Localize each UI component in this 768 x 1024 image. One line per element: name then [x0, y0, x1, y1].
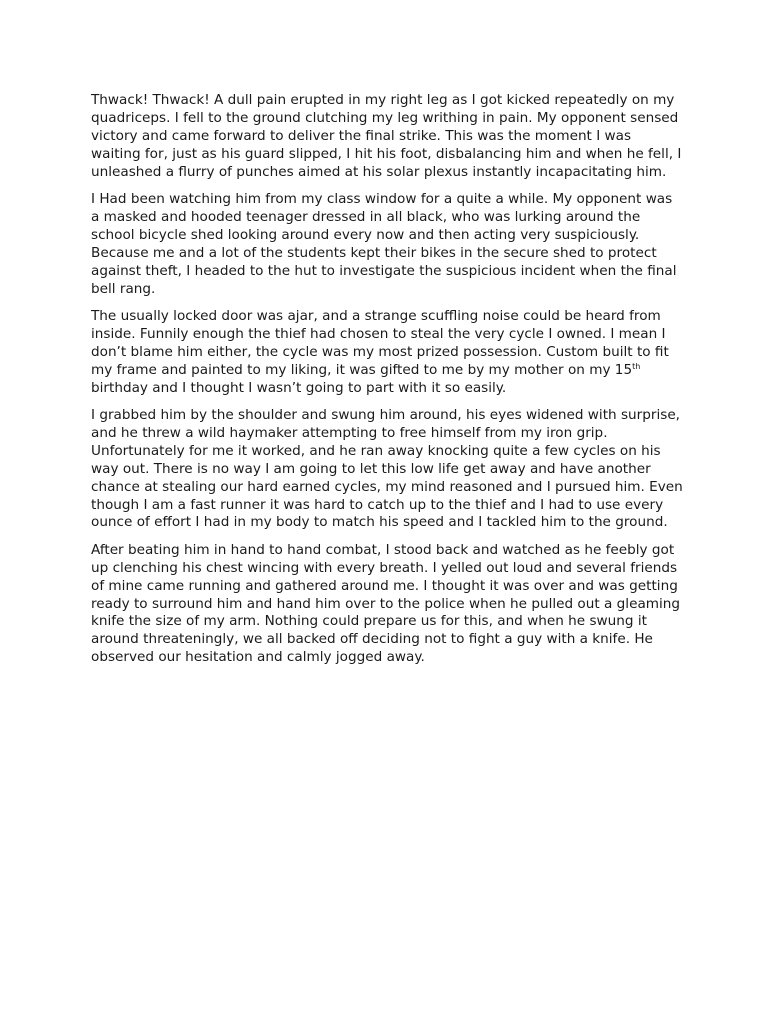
document-page: [91, 92, 683, 677]
paragraph-3-text-end: birthday and I thought I wasn’t going to part with it so easily.: [91, 379, 507, 396]
paragraph-2: I Had been watching him from my class window for a quite a while. My opponent was a masked and hooded teenager dressed in all black, who was lurking around the school bicycle shed looking around every now and then acting very suspiciously. Because me and a lot of the students kept their bikes in the secure shed to protect against theft, I headed to the hut to investigate the suspicious incident when the final bell rang.: [91, 191, 677, 297]
paragraph-5: After beating him in hand to hand combat, I stood back and watched as he feebly got up clenching his chest wincing with every breath. I yelled out loud and several friends of mine came running and gathered around me. I thought it was over and was getting ready to surround him and hand him over to the police when he pulled out a gleaming knife the size of my arm. Nothing could prepare us for this, and when he swung it around threateningly, we all backed off deciding not to fight a guy with a knife. He observed our hesitation and calmly jogged away.: [91, 541, 681, 666]
paragraph-1: Thwack! Thwack! A dull pain erupted in my right leg as I got kicked repeatedly on my quadriceps. I fell to the ground clutching my leg writhing in pain. My opponent sensed victory and came forward to deliver the final strike. This was the moment I was waiting for, just as his guard slipped, I hit his foot, disbalancing him and when he fell, I unleashed a flurry of punches aimed at his solar plexus instantly incapacitating him.: [91, 92, 682, 180]
ordinal-suffix: th: [632, 361, 641, 371]
paragraph-4: I grabbed him by the shoulder and swung him around, his eyes widened with surprise, and he threw a wild haymaker attempting to free himself from my iron grip. Unfortunately for me it worked, and he ran away knocking quite a few cycles on his way out. There is no way I am going to let this low life get away and have another chance at stealing our hard earned cycles, my mind reasoned and I pursued him. Even though I am a fast runner it was hard to catch up to the thief and I had to use every ounce of effort I had in my body to match his speed and I tackled him to the ground.: [91, 407, 683, 531]
paragraph-3-text-start: The usually locked door was ajar, and a strange scuffling noise could be heard from inside. Funnily enough the thief had chosen to steal the very cycle I owned. I mean I don’t blame him either, the cycle was my most prized possession. Custom built to fit my frame and painted to my liking, it was gifted to me by my mother on my 15: [91, 307, 669, 378]
paragraph-3: [91, 308, 683, 398]
